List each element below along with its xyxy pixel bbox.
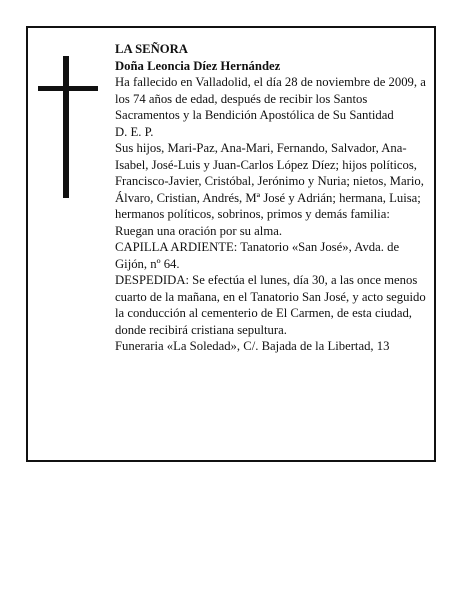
prayer-request: Ruegan una oración por su alma. bbox=[115, 223, 283, 238]
family-list: Sus hijos, Mari-Paz, Ana-Mari, Fernando, Salvador, Ana-Isabel, José-Luis y Juan-Carlos López Díez; hijos políticos, Francisco-Javier, Cristóbal, Jerónimo y Nuria; nietos, Mario, Álvaro, Cristian, Andrés, Mª José y Adrián; hermana, Luisa; hermanos políticos, sobrinos, primos y demás familia: bbox=[115, 141, 424, 221]
cross-icon bbox=[38, 56, 98, 198]
heading: LA SEÑORA bbox=[115, 42, 188, 56]
deceased-name: Doña Leoncia Díez Hernández bbox=[115, 58, 281, 73]
farewell-info: DESPEDIDA: Se efectúa el lunes, día 30, a las once menos cuarto de la mañana, en el Tanatorio San José, y acto seguido la conducción al cementerio de El Carmen, de esta ciudad, donde recibirá cristiana sepultura. bbox=[115, 273, 426, 337]
funeral-home: Funeraria «La Soledad», C/. Bajada de la Libertad, 13 bbox=[115, 339, 390, 353]
notice-text bbox=[115, 41, 429, 355]
death-notice: Ha fallecido en Valladolid, el día 28 de noviembre de 2009, a los 74 años de edad, después de recibir los Santos Sacramentos y la Bendición Apostólica de Su Santidad bbox=[115, 75, 426, 122]
dep-line: D. E. P. bbox=[115, 124, 154, 139]
obituary-notice bbox=[26, 26, 436, 462]
cross-horizontal-bar bbox=[38, 86, 98, 91]
cross-vertical-bar bbox=[63, 56, 69, 198]
chapel-info: CAPILLA ARDIENTE: Tanatorio «San José», Avda. de Gijón, nº 64. bbox=[115, 240, 400, 271]
